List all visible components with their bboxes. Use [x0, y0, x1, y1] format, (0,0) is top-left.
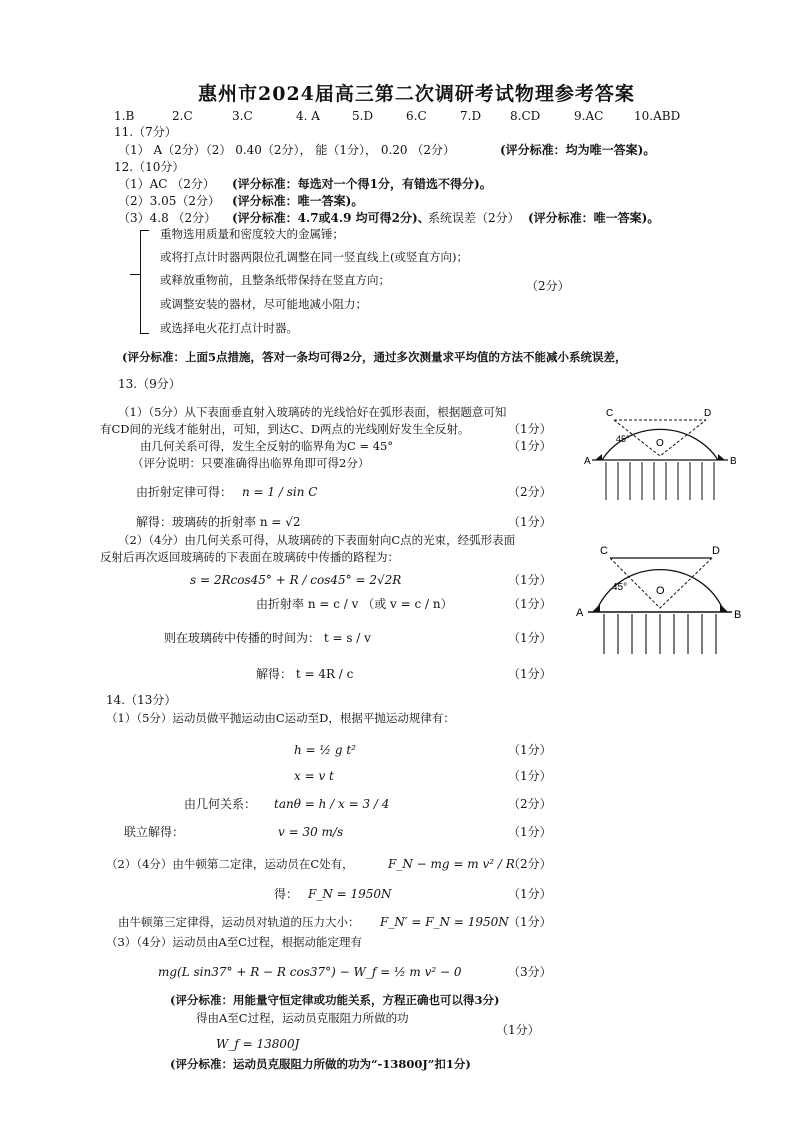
- refraction-diagram-2: [574, 538, 746, 658]
- diagram2-label-b: B: [734, 609, 742, 621]
- q14-eq2-score: （1分）: [508, 769, 552, 783]
- q13-p1-c-score: （1分）: [508, 439, 552, 453]
- q13-p1-b-score: （1分）: [508, 422, 552, 436]
- q13-p2-d-score: （1分）: [508, 597, 552, 611]
- q13-p2-c-score: （1分）: [508, 573, 552, 587]
- q11-answer: （1） A（2分）（2） 0.40（2分）， 能（1分）， 0.20 （2分）: [118, 143, 455, 157]
- brace-tip: [130, 274, 140, 275]
- brace: [140, 230, 149, 334]
- q13-p2-f-score: （1分）: [508, 667, 552, 681]
- q14-p2-c-eq: F_N′ = F_N = 1950N: [380, 915, 509, 929]
- q13-p1-d: （评分说明：只要准确得出临界角即可得2分）: [132, 456, 370, 470]
- q13-p1-e-eq: n = 1 / sin C: [242, 485, 318, 499]
- q14-p3-c: (评分标准：用能量守恒定律或功能关系，方程正确也可以得3分): [170, 993, 500, 1007]
- page-title: 惠州市2024届高三第二次调研考试物理参考答案: [198, 83, 635, 105]
- mc-answer-7: 7.D: [460, 109, 482, 123]
- q14-eq3-label: 由几何关系：: [184, 797, 257, 811]
- q14-p3-e: W_f = 13800J: [216, 1037, 300, 1051]
- mc-answer-9: 9.AC: [574, 109, 604, 123]
- q13-p2-f: 解得： t = 4R / c: [256, 667, 354, 681]
- diagram1-label-o: O: [656, 438, 664, 449]
- mc-answer-5: 5.D: [352, 109, 374, 123]
- q12-part3b-criteria: (评分标准：唯一答案)。: [528, 211, 660, 225]
- q13-p1-e-score: （2分）: [508, 485, 552, 499]
- q13-p2-e-score: （1分）: [508, 631, 552, 645]
- q12-option-2: 或将打点计时器两限位孔调整在同一竖直线上(或竖直方向)；: [160, 250, 468, 264]
- q14-eq3-score: （2分）: [508, 797, 552, 811]
- mc-answer-8: 8.CD: [510, 109, 541, 123]
- mc-answer-2: 2.C: [172, 109, 193, 123]
- q14-eq1-score: （1分）: [508, 743, 552, 757]
- q12-heading: 12.（10分）: [114, 160, 185, 174]
- refraction-diagram-1: [580, 390, 740, 508]
- mc-answer-1: 1.B: [114, 109, 135, 123]
- q14-p2-a-eq: F_N − mg = m v² / R: [388, 857, 515, 871]
- q14-eq4-score: （1分）: [508, 825, 552, 839]
- q14-p2-b: F_N = 1950N: [308, 887, 392, 901]
- q12-option-1: 重物选用质量和密度较大的金属锤；: [160, 227, 344, 241]
- mc-answer-3: 3.C: [232, 109, 253, 123]
- q14-p2-c: 由牛顿第三定律得，运动员对轨道的压力大小：: [118, 915, 360, 929]
- q14-p2-b-label: 得：: [274, 887, 299, 901]
- q11-criteria: (评分标准：均为唯一答案)。: [500, 143, 656, 157]
- q14-eq1: h = ½ g t²: [294, 743, 356, 757]
- q12-part1: （1）AC （2分）: [118, 177, 215, 191]
- diagram2-label-c: C: [600, 545, 608, 557]
- q13-p1-c: 由几何关系可得，发生全反射的临界角为C = 45°: [140, 439, 394, 453]
- diagram1-label-c: C: [606, 408, 614, 419]
- q11-heading: 11.（7分）: [114, 125, 177, 139]
- diagram2-label-o: O: [656, 585, 665, 597]
- q14-p2-a-score: （2分）: [508, 857, 552, 871]
- q14-p3-b-score: （3分）: [508, 965, 552, 979]
- q12-option-5: 或选择电火花打点计时器。: [160, 321, 298, 335]
- q14-p1-a: （1）（5分）运动员做平抛运动由C运动至D，根据平抛运动规律有：: [106, 711, 455, 725]
- q12-options-score: （2分）: [526, 279, 570, 293]
- diagram2-label-d: D: [712, 545, 720, 557]
- diagram2-label-a: A: [576, 607, 584, 619]
- q12-part3-criteria: (评分标准：4.7或4.9 均可得2分)、: [232, 211, 430, 225]
- q13-heading: 13.（9分）: [118, 377, 181, 391]
- q14-p3-b: mg(L sin37° + R − R cos37°) − W_f = ½ m v² − 0: [158, 965, 462, 979]
- diagram2-label-angle: 45°: [612, 582, 628, 593]
- q14-p3-d-score: （1分）: [496, 1023, 540, 1037]
- mc-answer-6: 6.C: [406, 109, 427, 123]
- q12-part2: （2）3.05（2分）: [118, 194, 220, 208]
- q12-part3: （3）4.8 （2分）: [118, 211, 217, 225]
- q13-p2-e: 则在玻璃砖中传播的时间为： t = s / v: [164, 631, 371, 645]
- q14-p2-a: （2）（4分）由牛顿第二定律，运动员在C处有，: [106, 857, 354, 871]
- q14-heading: 14.（13分）: [106, 693, 177, 707]
- q13-p1-f: 解得：玻璃砖的折射率 n = √2: [136, 515, 301, 529]
- q14-eq2: x = v t: [294, 769, 334, 783]
- q14-p2-b-score: （1分）: [508, 887, 552, 901]
- q13-p1-b: 有CD间的光线才能射出，可知，到达C、D两点的光线刚好发生全反射。: [100, 422, 470, 436]
- q14-eq4-label: 联立解得：: [124, 825, 185, 839]
- q13-p1-a: （1）（5分）从下表面垂直射入玻璃砖的光线恰好在弧形表面，根据题意可知: [118, 405, 507, 419]
- q12-part1-criteria: (评分标准：每选对一个得1分，有错选不得分)。: [232, 177, 492, 191]
- q14-eq3: tanθ = h / x = 3 / 4: [274, 797, 390, 811]
- q13-p1-e: 由折射定律可得：: [136, 485, 233, 499]
- q12-option-3: 或释放重物前，且整条纸带保持在竖直方向；: [160, 273, 390, 287]
- q14-p3-d: 得由A至C过程，运动员克服阻力所做的功: [196, 1011, 409, 1025]
- diagram1-label-d: D: [704, 408, 712, 419]
- diagram1-label-angle: 45°: [616, 434, 630, 444]
- q12-part3b: 系统误差（2分）: [428, 211, 520, 225]
- q13-p2-d: 由折射率 n = c / v （或 v = c / n）: [256, 597, 453, 611]
- q12-option-4: 或调整安装的器材，尽可能地减小阻力；: [160, 297, 367, 311]
- q13-p1-f-score: （1分）: [508, 515, 552, 529]
- diagram1-label-b: B: [730, 456, 737, 467]
- q14-p2-c-score: （1分）: [508, 915, 552, 929]
- q12-footer: (评分标准：上面5点措施，答对一条均可得2分，通过多次测量求平均值的方法不能减小系统误差，: [122, 350, 627, 364]
- q14-p3-a: （3）（4分）运动员由A至C过程，根据动能定理有: [106, 935, 362, 949]
- mc-answer-4: 4. A: [296, 109, 320, 123]
- mc-answer-10: 10.ABD: [634, 109, 681, 123]
- diagram1-label-a: A: [584, 456, 591, 467]
- q13-p2-a: （2）（4分）由几何关系可得，从玻璃砖的下表面射向C点的光束，经弧形表面: [118, 533, 516, 547]
- q13-p2-c: s = 2Rcos45° + R / cos45° = 2√2R: [190, 573, 402, 587]
- q12-part2-criteria: (评分标准：唯一答案)。: [232, 194, 364, 208]
- q13-p2-b: 反射后再次返回玻璃砖的下表面在玻璃砖中传播的路程为：: [100, 550, 399, 564]
- q14-p3-f: (评分标准：运动员克服阻力所做的功为“-13800J”扣1分): [170, 1057, 471, 1071]
- q14-eq4: v = 30 m/s: [278, 825, 344, 839]
